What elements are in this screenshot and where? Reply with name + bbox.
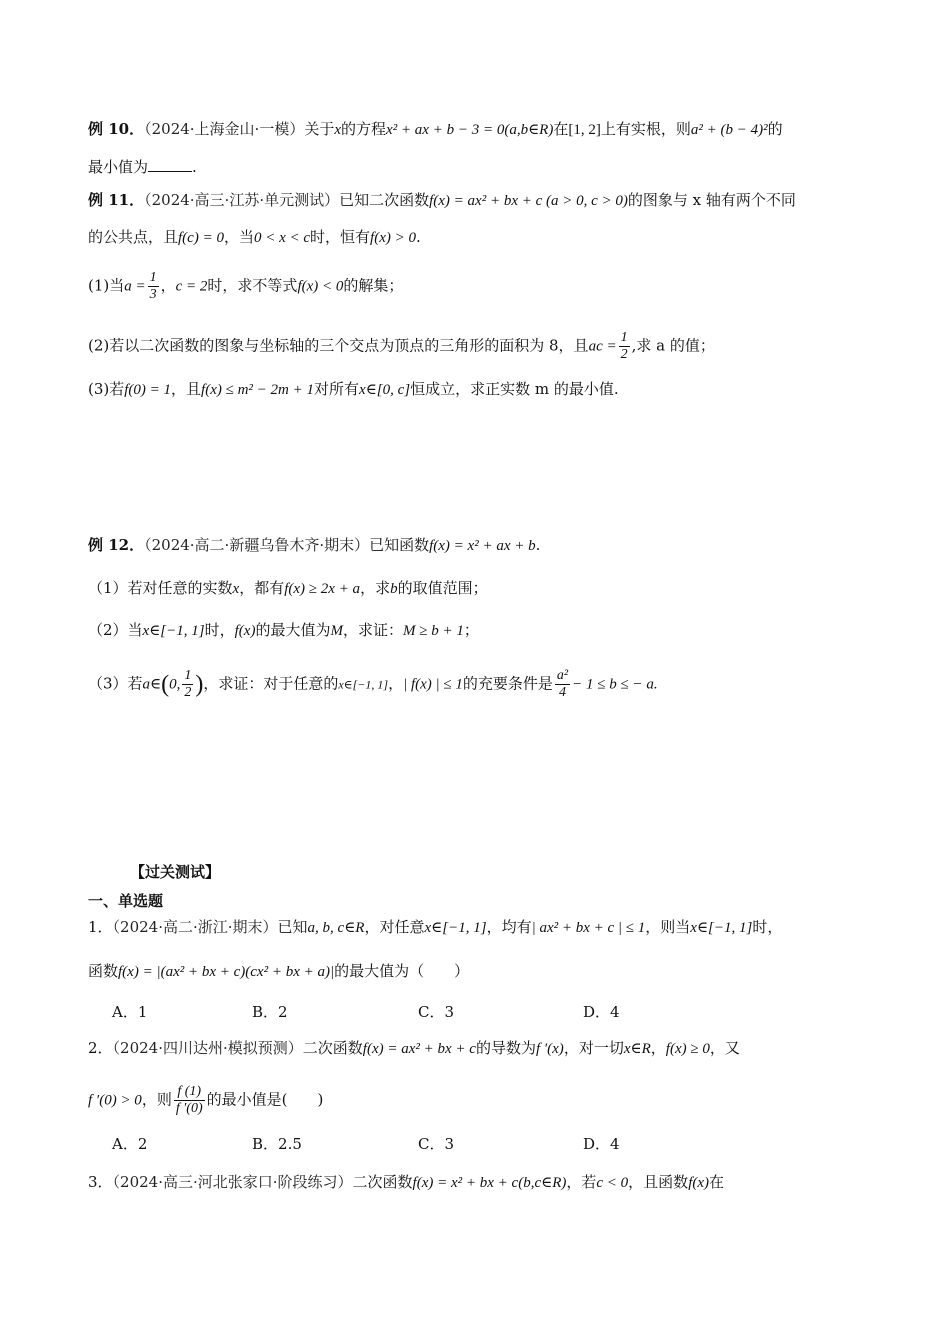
fraction	[174, 1084, 205, 1117]
example-11-label: 例 11．	[88, 191, 145, 209]
text: 的方程	[341, 120, 387, 138]
math-domain: x∈[0, c]	[359, 382, 411, 398]
option-c[interactable]: C．3	[418, 1135, 455, 1153]
example-10-line-2	[88, 156, 880, 178]
text: 的最大值为（ ）	[334, 962, 470, 980]
text: ，对一切	[563, 1039, 624, 1057]
math-function: f(x)	[688, 1175, 710, 1191]
question-2-line-1	[88, 1037, 880, 1060]
math-inequality: f(x) ≥ 0	[665, 1041, 710, 1057]
math-var: ac =	[588, 338, 617, 355]
text: (3)若	[88, 380, 125, 398]
text: 二次函数	[352, 1173, 413, 1191]
text: ，求证：	[342, 621, 403, 639]
question-number: 3．	[88, 1173, 113, 1191]
question-number: 2．	[88, 1039, 113, 1057]
question-source: （2024·高三·河北张家口·阶段练习）	[112, 1173, 353, 1191]
math-membership: a∈	[142, 676, 162, 693]
example-12-part-3	[88, 668, 880, 701]
right-paren: )	[195, 671, 204, 698]
math-var: a =	[124, 278, 146, 295]
math-inequality: f ′(0) > 0	[88, 1092, 142, 1109]
math-condition: f(0) = 1	[124, 382, 172, 398]
left-paren: (	[161, 671, 170, 698]
text: 的取值范围；	[397, 579, 488, 597]
example-11-part-1	[88, 270, 880, 303]
math-inequality: M ≥ b + 1	[402, 623, 464, 639]
text: 二次函数	[302, 1039, 363, 1057]
section-title: 【过关测试】	[130, 863, 221, 881]
text: 的导数为	[475, 1039, 536, 1057]
math-condition: f(c) = 0	[178, 230, 224, 246]
text: 时，恒有	[310, 228, 371, 246]
question-source: （2024·四川达州·模拟预测）	[112, 1039, 303, 1057]
math-inequality: c < 0	[596, 1175, 629, 1191]
math-inequality: f(x) < 0	[297, 278, 344, 295]
text: .	[192, 158, 197, 176]
example-11-line-2	[88, 226, 880, 249]
text: 的	[767, 120, 783, 138]
example-12-label: 例 12．	[88, 536, 145, 554]
text: （3）若	[88, 674, 143, 693]
math-domain: x∈[−1, 1]	[142, 623, 205, 639]
text: ，则	[141, 1090, 172, 1109]
example-12-source: （2024·高二·新疆乌鲁木齐·期末）	[144, 536, 370, 554]
math-function: f(x) = x² + ax + b	[429, 538, 536, 554]
example-12-part-1	[88, 577, 880, 600]
text: 最小值为	[88, 158, 149, 176]
text: 已知二次函数	[339, 191, 430, 209]
math-domain: x∈[−1, 1]	[424, 920, 487, 936]
text: 关于	[304, 120, 335, 138]
math-domain: x∈R	[623, 1041, 651, 1057]
section-subtitle: 一、单选题	[88, 892, 164, 910]
math-condition: 0 < x < c	[253, 230, 311, 246]
text: 时，	[204, 621, 235, 639]
math-function: f(x) = |(ax² + bx + c)(cx² + bx + a)|	[118, 964, 335, 980]
question-3-line-1	[88, 1171, 880, 1194]
text: 时，求不等式	[207, 276, 298, 295]
text: ，求	[360, 579, 391, 597]
text: ，且函数	[628, 1173, 689, 1191]
fraction	[182, 668, 193, 701]
option-a[interactable]: A．2	[112, 1135, 148, 1153]
math-function: f(x) = ax² + bx + c	[362, 1041, 476, 1057]
fraction-numerator: 1	[149, 270, 157, 285]
fraction-denominator: 4	[559, 685, 566, 700]
text: 的图象与 x 轴有两个不同	[627, 191, 796, 209]
fraction-numerator: 1	[184, 668, 192, 683]
option-d[interactable]: D．4	[583, 1003, 620, 1021]
math-function: f(x)	[234, 623, 256, 639]
fraction-denominator: f ′(0)	[175, 1101, 203, 1116]
fraction-numerator: a²	[556, 668, 569, 683]
fraction	[555, 668, 570, 701]
text: 已知函数	[369, 536, 430, 554]
example-11-source: （2024·高三·江苏·单元测试）	[144, 191, 340, 209]
fraction	[619, 330, 630, 363]
text: 已知	[277, 918, 308, 936]
text: .	[415, 228, 421, 246]
math-var: x	[232, 581, 240, 597]
fraction-numerator: 1	[620, 330, 628, 345]
fraction-denominator: 2	[620, 347, 628, 362]
text: ，	[160, 276, 176, 295]
math-function: f(x) = ax² + bx + c (a > 0, c > 0)	[429, 193, 628, 209]
text: ，	[388, 674, 404, 693]
text: ，求证：对于任意的	[203, 674, 339, 693]
math-var: M	[330, 623, 343, 639]
math-inequality: | f(x) | ≤ 1	[403, 676, 463, 693]
math-interval-start: 0,	[169, 676, 181, 693]
example-10-line-1	[88, 118, 880, 141]
math-expression: a² + (b − 4)²	[690, 122, 768, 138]
fraction-denominator: 2	[184, 685, 192, 700]
text: .	[535, 536, 541, 554]
text: ，均有	[486, 918, 532, 936]
math-interval: [1, 2]	[568, 122, 601, 138]
example-10-source: （2024·上海金山·一模）	[144, 120, 305, 138]
text: (1)当	[88, 276, 125, 295]
example-11-part-3	[88, 378, 880, 401]
text: 的公共点，且	[88, 228, 179, 246]
option-b[interactable]: B．2	[252, 1003, 288, 1021]
math-domain: x∈[−1, 1]	[690, 920, 753, 936]
question-2-line-2	[88, 1084, 880, 1117]
math-vars: a, b, c∈R	[307, 920, 365, 936]
text: ，又	[709, 1039, 740, 1057]
math-inequality: | ax² + bx + c | ≤ 1	[531, 920, 646, 936]
fraction	[148, 270, 159, 303]
math-domain: x∈[−1, 1]	[338, 677, 389, 692]
text: 的充要条件是	[462, 674, 553, 693]
example-12-line-1	[88, 534, 880, 557]
example-12-part-2	[88, 619, 880, 642]
math-condition: c = 2	[175, 278, 208, 295]
option-c[interactable]: C．3	[418, 1003, 455, 1021]
text: 在	[709, 1173, 725, 1191]
question-number: 1．	[88, 918, 113, 936]
text: 的解集；	[343, 276, 404, 295]
fraction-numerator: f (1)	[174, 1084, 205, 1101]
math-inequality: f(x) ≥ 2x + a	[284, 581, 361, 597]
math-var: x	[334, 122, 342, 138]
text: 上有实根，则	[600, 120, 691, 138]
text: ，都有	[239, 579, 285, 597]
text: 时，	[752, 918, 783, 936]
text: 恒成立，求正实数 m 的最小值.	[410, 380, 619, 398]
question-1-line-2	[88, 960, 880, 983]
math-derivative: f ′(x)	[535, 1041, 564, 1057]
text: 函数	[88, 962, 119, 980]
text: （1）若对任意的实数	[88, 579, 233, 597]
question-1-line-1	[88, 916, 880, 939]
math-equation: x² + ax + b − 3 = 0(a,b∈R)	[386, 122, 554, 138]
option-d[interactable]: D．4	[583, 1135, 620, 1153]
question-source: （2024·高二·浙江·期末）	[112, 918, 278, 936]
text: 的最小值是( )	[206, 1090, 324, 1109]
math-condition: f(x) > 0	[370, 230, 416, 246]
example-10-label: 例 10．	[88, 120, 145, 138]
text: （2）当	[88, 621, 143, 639]
text: (2)若以二次函数的图象与坐标轴的三个交点为顶点的三角形的面积为 8，且	[88, 336, 589, 355]
text: ，	[650, 1039, 666, 1057]
text: ；	[463, 621, 479, 639]
text: ，当	[223, 228, 254, 246]
text: ，对任意	[364, 918, 425, 936]
text: ，且	[171, 380, 202, 398]
text: 的最大值为	[255, 621, 331, 639]
text: 在	[553, 120, 569, 138]
option-b[interactable]: B．2.5	[252, 1135, 302, 1153]
text: ，若	[566, 1173, 597, 1191]
math-function: f(x) = x² + bx + c(b,c∈R)	[412, 1175, 567, 1191]
option-a[interactable]: A．1	[112, 1003, 148, 1021]
math-var: b	[390, 581, 398, 597]
text: ,求 a 的值；	[631, 336, 715, 355]
answer-blank[interactable]	[148, 157, 192, 172]
text: ，则当	[645, 918, 691, 936]
math-inequality: f(x) ≤ m² − 2m + 1	[201, 382, 315, 398]
math-inequality: − 1 ≤ b ≤ − a.	[572, 676, 658, 693]
fraction-denominator: 3	[149, 287, 157, 302]
text: 对所有	[314, 380, 360, 398]
example-11-part-2	[88, 330, 880, 363]
example-11-line-1	[88, 189, 880, 212]
